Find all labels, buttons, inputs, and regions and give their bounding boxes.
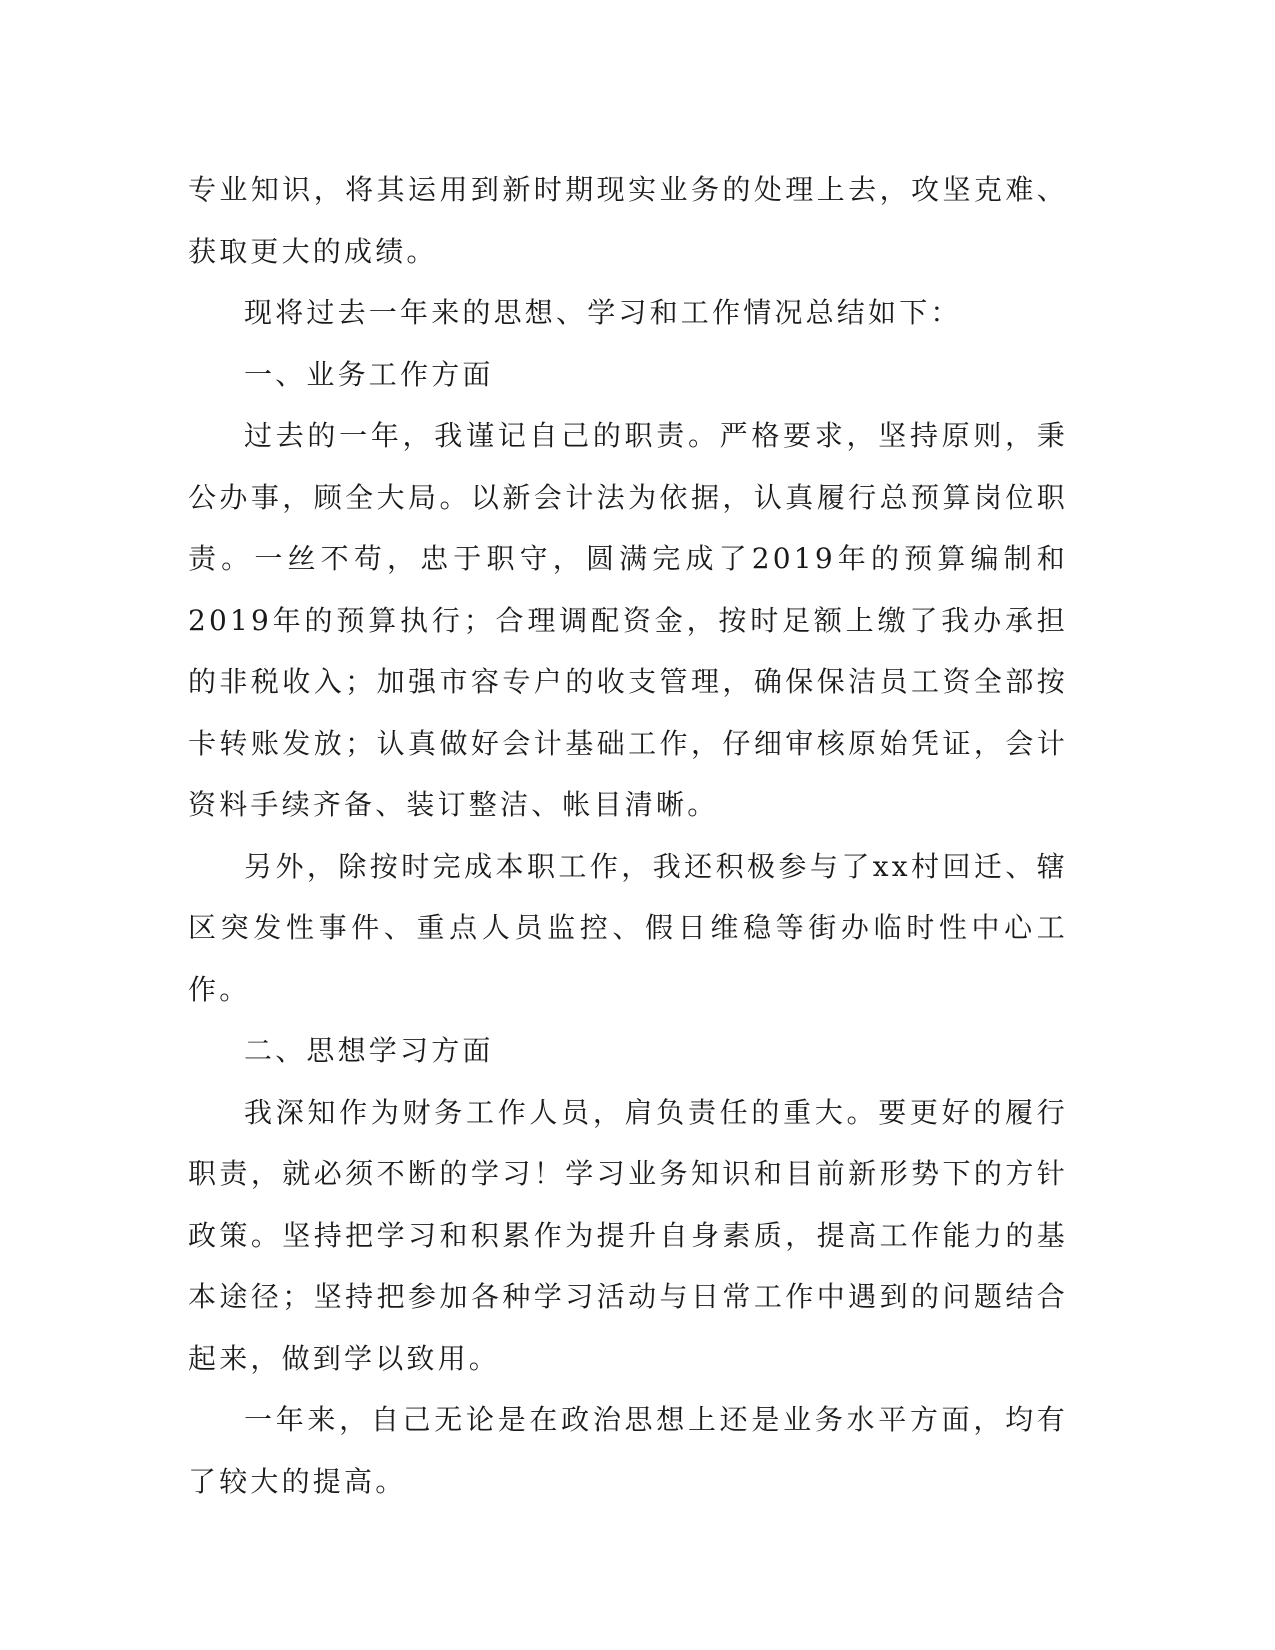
paragraph-conclusion: 一年来，自己无论是在政治思想上还是业务水平方面，均有了较大的提高。 [188,1403,1068,1498]
paragraph-continuation: 专业知识，将其运用到新时期现实业务的处理上去，攻坚克难、获取更大的成绩。 [188,173,1068,268]
paragraph-business-duties: 过去的一年，我谨记自己的职责。严格要求，坚持原则，秉公办事，顾全大局。以新会计法为依据，认真履行总预算岗位职责。一丝不苟，忠于职守，圆满完成了2019年的预算编制和2019年的预算执行；合理调配资金，按时足额上缴了我办承担的非税收入；加强市容专户的收支管理，确保保洁员工资全部按卡转账发放；认真做好会计基础工作，仔细审核原始凭证，会计资料手续齐备、装订整洁、帐目清晰。 [188,419,1068,821]
paragraph-summary-intro: 现将过去一年来的思想、学习和工作情况总结如下： [244,296,962,329]
section-heading-study: 二、思想学习方面 [244,1034,494,1067]
paragraph-additional-work: 另外，除按时完成本职工作，我还积极参与了xx村回迁、辖区突发性事件、重点人员监控、假日维稳等街办临时性中心工作。 [188,849,1068,1006]
section-heading-business-work: 一、业务工作方面 [244,357,494,391]
paragraph-study: 我深知作为财务工作人员，肩负责任的重大。要更好的履行职责，就必须不断的学习！学习业务知识和目前新形势下的方针政策。坚持把学习和积累作为提升自身素质，提高工作能力的基本途径；坚持把参加各种学习活动与日常工作中遇到的问题结合起来，做到学以致用。 [188,1095,1068,1375]
document-body [188,159,1068,1512]
